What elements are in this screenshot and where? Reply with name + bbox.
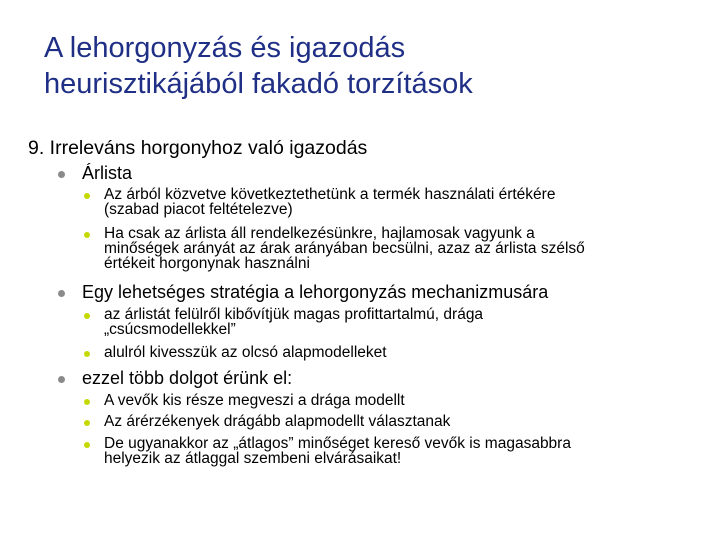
slide-title <box>44 30 694 102</box>
list-item-label: Árlista <box>82 163 133 183</box>
sublist-item-text <box>104 393 704 408</box>
sublist-item-text <box>104 436 704 466</box>
bullet-icon <box>84 399 90 405</box>
sublist-item-text <box>104 414 704 429</box>
sublist-item-text <box>104 345 704 360</box>
list-item-label: Egy lehetséges stratégia a lehorgonyzás mechanizmusára <box>82 282 549 302</box>
sublist-line: De ugyanakkor az „átlagos” minőséget kereső vevők is magasabbra <box>104 435 571 452</box>
sublist-item-text <box>104 307 704 337</box>
sublist-item-text <box>104 187 704 217</box>
sublist-line: A vevők kis része megveszi a drága modellt <box>104 392 405 409</box>
sublist-line: értékeit horgonynak használni <box>104 255 310 272</box>
bullet-icon <box>58 376 65 383</box>
sublist-line: alulról kivesszük az olcsó alapmodelleket <box>104 344 387 361</box>
section-heading: 9. Irreleváns horgonyhoz való igazodás <box>28 137 368 159</box>
sublist-item-text <box>104 226 704 271</box>
sublist-line: az árlistát felülről kibővítjük magas profittartalmú, drága <box>104 306 484 323</box>
slide-title-line-2: heurisztikájából fakadó torzítások <box>44 68 473 100</box>
bullet-icon <box>84 420 90 426</box>
sublist-line: minőségek arányát az árak arányában becsülni, azaz az árlista szélső <box>104 240 585 257</box>
sublist-line: helyezik az átlaggal szembeni elvárásaikat! <box>104 450 402 467</box>
bullet-icon <box>58 290 65 297</box>
sublist-line: Ha csak az árlista áll rendelkezésünkre, hajlamosak vagyunk a <box>104 225 535 242</box>
bullet-icon <box>58 171 65 178</box>
sublist-line: Az árból közvetve következtethetünk a termék használati értékére <box>104 186 556 203</box>
bullet-icon <box>84 351 90 357</box>
bullet-icon <box>84 232 90 238</box>
bullet-icon <box>84 442 90 448</box>
bullet-icon <box>84 313 90 319</box>
bullet-icon <box>84 193 90 199</box>
list-item-label: ezzel több dolgot érünk el: <box>82 368 293 388</box>
sublist-line: „csúcsmodellekkel” <box>104 321 236 338</box>
sublist-line: Az árérzékenyek drágább alapmodellt választanak <box>104 413 451 430</box>
slide-title-line-1: A lehorgonyzás és igazodás <box>44 32 406 64</box>
sublist-line: (szabad piacot feltételezve) <box>104 201 293 218</box>
